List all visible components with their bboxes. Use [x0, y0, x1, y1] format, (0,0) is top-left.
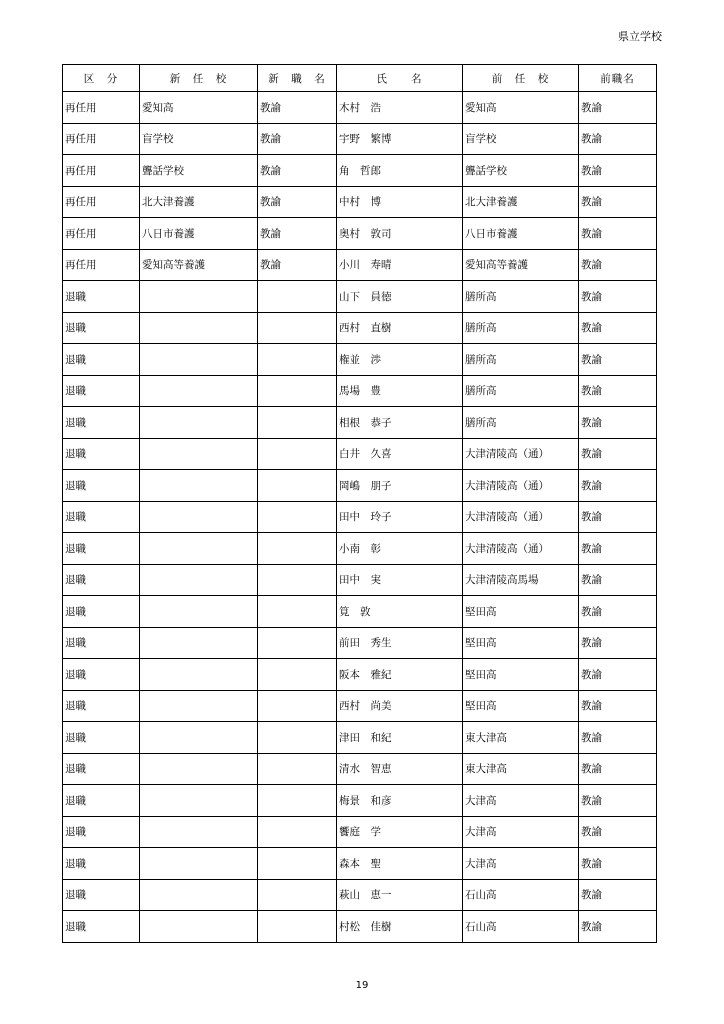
- cell-new-school: [140, 344, 258, 376]
- table-row: [63, 785, 657, 817]
- table-row: [63, 879, 657, 911]
- cell-previous-position: 教諭: [579, 281, 657, 313]
- cell-name: 森本 聖: [337, 848, 463, 880]
- cell-previous-school: 石山高: [463, 879, 579, 911]
- cell-previous-school: 膳所高: [463, 281, 579, 313]
- cell-category: 退職: [63, 753, 140, 785]
- cell-previous-position: 教諭: [579, 155, 657, 187]
- cell-new-position: [258, 816, 337, 848]
- cell-new-school: [140, 375, 258, 407]
- cell-previous-position: 教諭: [579, 344, 657, 376]
- cell-name: 西村 直樹: [337, 312, 463, 344]
- cell-category: 再任用: [63, 123, 140, 155]
- cell-new-position: [258, 690, 337, 722]
- cell-new-school: 愛知高等養護: [140, 249, 258, 281]
- cell-previous-school: 膳所高: [463, 407, 579, 439]
- cell-name: 萩山 恵一: [337, 879, 463, 911]
- cell-new-position: [258, 879, 337, 911]
- cell-previous-position: 教諭: [579, 690, 657, 722]
- cell-category: 退職: [63, 501, 140, 533]
- cell-category: 退職: [63, 785, 140, 817]
- cell-new-school: [140, 564, 258, 596]
- cell-new-school: [140, 596, 258, 628]
- cell-new-school: [140, 879, 258, 911]
- cell-name: 木村 浩: [337, 92, 463, 124]
- cell-name: 馬場 豊: [337, 375, 463, 407]
- cell-new-school: [140, 281, 258, 313]
- cell-previous-school: 愛知高: [463, 92, 579, 124]
- cell-category: 退職: [63, 722, 140, 754]
- cell-new-position: 教諭: [258, 218, 337, 250]
- cell-previous-position: 教諭: [579, 123, 657, 155]
- column-header-new-position: 新 職 名: [258, 65, 337, 92]
- cell-new-school: 北大津養護: [140, 186, 258, 218]
- cell-category: 退職: [63, 281, 140, 313]
- cell-previous-school: 膳所高: [463, 375, 579, 407]
- cell-new-school: [140, 659, 258, 691]
- cell-category: 退職: [63, 312, 140, 344]
- cell-new-position: [258, 533, 337, 565]
- cell-previous-position: 教諭: [579, 438, 657, 470]
- cell-category: 退職: [63, 659, 140, 691]
- cell-category: 退職: [63, 690, 140, 722]
- cell-new-position: 教諭: [258, 123, 337, 155]
- cell-new-position: [258, 564, 337, 596]
- table-row: [63, 690, 657, 722]
- cell-name: 阪本 雅紀: [337, 659, 463, 691]
- cell-new-position: 教諭: [258, 186, 337, 218]
- cell-new-position: [258, 596, 337, 628]
- cell-category: 退職: [63, 344, 140, 376]
- cell-previous-school: 盲学校: [463, 123, 579, 155]
- table-row: [63, 659, 657, 691]
- cell-previous-position: 教諭: [579, 501, 657, 533]
- cell-previous-position: 教諭: [579, 533, 657, 565]
- page-number: 19: [355, 980, 369, 991]
- cell-new-position: [258, 785, 337, 817]
- cell-previous-school: 大津高: [463, 785, 579, 817]
- cell-name: 小南 彰: [337, 533, 463, 565]
- cell-previous-school: 堅田高: [463, 627, 579, 659]
- cell-name: 梅景 和彦: [337, 785, 463, 817]
- cell-previous-school: 膳所高: [463, 312, 579, 344]
- cell-category: 退職: [63, 407, 140, 439]
- cell-new-position: 教諭: [258, 155, 337, 187]
- cell-new-school: [140, 753, 258, 785]
- cell-new-school: [140, 722, 258, 754]
- cell-name: 小川 寿晴: [337, 249, 463, 281]
- cell-new-position: [258, 312, 337, 344]
- cell-previous-school: 堅田高: [463, 596, 579, 628]
- table-row: [63, 501, 657, 533]
- cell-new-school: [140, 312, 258, 344]
- table-row: [63, 344, 657, 376]
- table-row: [63, 281, 657, 313]
- cell-new-position: [258, 281, 337, 313]
- table-row: [63, 438, 657, 470]
- cell-previous-position: 教諭: [579, 753, 657, 785]
- cell-previous-position: 教諭: [579, 722, 657, 754]
- cell-new-school: 盲学校: [140, 123, 258, 155]
- cell-category: 退職: [63, 627, 140, 659]
- cell-previous-position: 教諭: [579, 564, 657, 596]
- cell-previous-position: 教諭: [579, 627, 657, 659]
- personnel-table: [62, 64, 657, 943]
- cell-name: 岡嶋 朋子: [337, 470, 463, 502]
- cell-previous-position: 教諭: [579, 312, 657, 344]
- table-row: [63, 155, 657, 187]
- cell-previous-position: 教諭: [579, 785, 657, 817]
- table-header-row: [63, 65, 657, 92]
- cell-previous-school: 東大津高: [463, 753, 579, 785]
- cell-previous-position: 教諭: [579, 911, 657, 943]
- cell-previous-position: 教諭: [579, 375, 657, 407]
- cell-category: 退職: [63, 816, 140, 848]
- cell-previous-school: 聾話学校: [463, 155, 579, 187]
- cell-category: 退職: [63, 438, 140, 470]
- cell-name: 清水 智恵: [337, 753, 463, 785]
- cell-name: 田中 玲子: [337, 501, 463, 533]
- table-header: [63, 65, 657, 92]
- column-header-new-school: 新 任 校: [140, 65, 258, 92]
- cell-name: 津田 和紀: [337, 722, 463, 754]
- cell-previous-school: 大津清陵高馬場: [463, 564, 579, 596]
- cell-category: 再任用: [63, 186, 140, 218]
- cell-name: 田中 実: [337, 564, 463, 596]
- cell-new-school: [140, 501, 258, 533]
- table-row: [63, 627, 657, 659]
- cell-previous-school: 大津清陵高（通）: [463, 501, 579, 533]
- cell-name: 相根 恭子: [337, 407, 463, 439]
- cell-name: 白井 久喜: [337, 438, 463, 470]
- cell-name: 西村 尚美: [337, 690, 463, 722]
- table-row: [63, 564, 657, 596]
- cell-new-position: [258, 911, 337, 943]
- cell-previous-school: 八日市養護: [463, 218, 579, 250]
- cell-previous-school: 北大津養護: [463, 186, 579, 218]
- cell-previous-position: 教諭: [579, 596, 657, 628]
- cell-previous-position: 教諭: [579, 470, 657, 502]
- cell-category: 再任用: [63, 218, 140, 250]
- cell-new-position: [258, 501, 337, 533]
- cell-new-position: [258, 627, 337, 659]
- cell-previous-position: 教諭: [579, 92, 657, 124]
- table-row: [63, 249, 657, 281]
- cell-new-school: [140, 470, 258, 502]
- cell-name: 山下 員徳: [337, 281, 463, 313]
- cell-new-position: [258, 470, 337, 502]
- cell-name: 中村 博: [337, 186, 463, 218]
- cell-new-school: [140, 816, 258, 848]
- cell-category: 退職: [63, 848, 140, 880]
- table-row: [63, 848, 657, 880]
- table-row: [63, 596, 657, 628]
- header-category-label: 県立学校: [618, 30, 662, 43]
- cell-new-position: [258, 438, 337, 470]
- table-body: [63, 92, 657, 943]
- cell-previous-school: 大津高: [463, 848, 579, 880]
- cell-name: 奥村 敦司: [337, 218, 463, 250]
- cell-name: 饗庭 学: [337, 816, 463, 848]
- cell-new-school: [140, 438, 258, 470]
- cell-new-school: [140, 848, 258, 880]
- cell-previous-position: 教諭: [579, 407, 657, 439]
- table-row: [63, 533, 657, 565]
- table-row: [63, 753, 657, 785]
- table-row: [63, 470, 657, 502]
- cell-category: 退職: [63, 564, 140, 596]
- cell-new-school: [140, 627, 258, 659]
- cell-new-position: [258, 753, 337, 785]
- cell-name: 宇野 繁博: [337, 123, 463, 155]
- cell-name: 角 哲郎: [337, 155, 463, 187]
- cell-new-school: [140, 690, 258, 722]
- cell-previous-position: 教諭: [579, 816, 657, 848]
- cell-category: 退職: [63, 375, 140, 407]
- cell-category: 退職: [63, 596, 140, 628]
- cell-category: 再任用: [63, 249, 140, 281]
- cell-previous-school: 大津清陵高（通）: [463, 533, 579, 565]
- table-row: [63, 722, 657, 754]
- cell-new-position: [258, 375, 337, 407]
- cell-previous-school: 愛知高等養護: [463, 249, 579, 281]
- cell-new-position: [258, 407, 337, 439]
- cell-new-school: [140, 911, 258, 943]
- cell-previous-school: 大津清陵高（通）: [463, 438, 579, 470]
- cell-new-position: 教諭: [258, 249, 337, 281]
- column-header-category: 区 分: [63, 65, 140, 92]
- cell-previous-position: 教諭: [579, 659, 657, 691]
- cell-previous-position: 教諭: [579, 218, 657, 250]
- cell-previous-position: 教諭: [579, 186, 657, 218]
- cell-new-position: [258, 848, 337, 880]
- cell-previous-school: 石山高: [463, 911, 579, 943]
- cell-new-position: 教諭: [258, 92, 337, 124]
- cell-previous-school: 堅田高: [463, 659, 579, 691]
- cell-category: 退職: [63, 911, 140, 943]
- table-row: [63, 375, 657, 407]
- table-row: [63, 816, 657, 848]
- table-row: [63, 312, 657, 344]
- cell-category: 退職: [63, 533, 140, 565]
- cell-new-school: [140, 407, 258, 439]
- cell-previous-school: 膳所高: [463, 344, 579, 376]
- cell-category: 再任用: [63, 92, 140, 124]
- cell-category: 再任用: [63, 155, 140, 187]
- cell-name: 筧 敦: [337, 596, 463, 628]
- cell-previous-school: 堅田高: [463, 690, 579, 722]
- cell-new-school: [140, 785, 258, 817]
- cell-new-position: [258, 722, 337, 754]
- column-header-name: 氏 名: [337, 65, 463, 92]
- cell-new-position: [258, 344, 337, 376]
- cell-new-school: 愛知高: [140, 92, 258, 124]
- table-row: [63, 407, 657, 439]
- table-row: [63, 92, 657, 124]
- cell-previous-position: 教諭: [579, 249, 657, 281]
- cell-previous-school: 東大津高: [463, 722, 579, 754]
- column-header-previous-position: 前職名: [579, 65, 657, 92]
- cell-previous-position: 教諭: [579, 879, 657, 911]
- cell-previous-school: 大津清陵高（通）: [463, 470, 579, 502]
- cell-category: 退職: [63, 879, 140, 911]
- cell-name: 前田 秀生: [337, 627, 463, 659]
- table-row: [63, 218, 657, 250]
- table-row: [63, 911, 657, 943]
- cell-previous-school: 大津高: [463, 816, 579, 848]
- table-row: [63, 123, 657, 155]
- cell-new-school: 八日市養護: [140, 218, 258, 250]
- cell-new-school: 聾話学校: [140, 155, 258, 187]
- cell-new-position: [258, 659, 337, 691]
- cell-name: 村松 佳樹: [337, 911, 463, 943]
- cell-name: 権並 渉: [337, 344, 463, 376]
- column-header-previous-school: 前 任 校: [463, 65, 579, 92]
- cell-new-school: [140, 533, 258, 565]
- table-row: [63, 186, 657, 218]
- cell-previous-position: 教諭: [579, 848, 657, 880]
- cell-category: 退職: [63, 470, 140, 502]
